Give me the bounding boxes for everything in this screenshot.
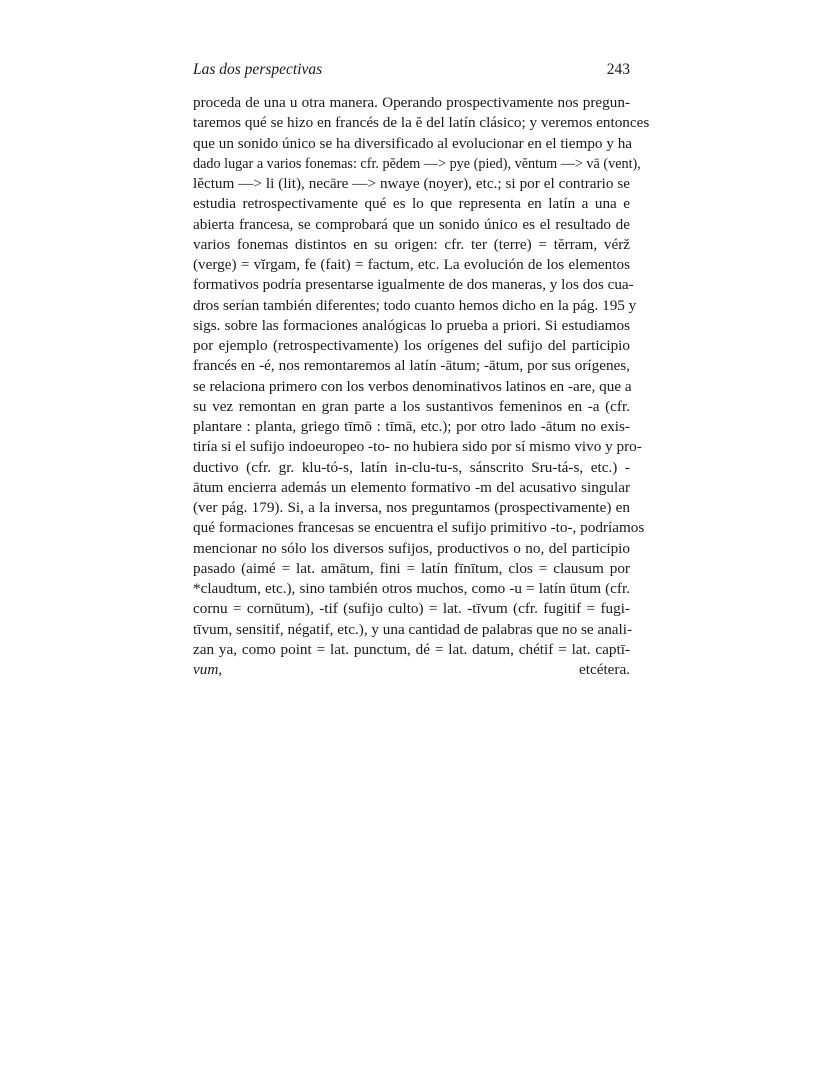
page-number: 243 [606,61,630,78]
text-line: (verge) = vĭrgam, fe (fait) = factum, etc. La evolución de los elementos [193,256,630,273]
text-line: pasado (aimé = lat. amātum, fini = latín fīnītum, clos = clausum por [193,559,630,577]
final-etcetera: etcétera. [579,661,630,678]
text-line: dado lugar a varios fonemas: cfr. pĕdem —> pye (pied), vĕntum —> vā (vent), [193,155,641,172]
text-line: ātum encierra además un elemento formativo -m del acusativo singular [193,478,630,496]
book-page [193,60,650,680]
text-line: ductivo (cfr. gr. klu-tó-s, latín in-clu-tu-s, sánscrito Sru-tá-s, etc.) - [193,458,630,476]
text-line: proceda de una u otra manera. Operando prospectivamente nos pregun- [193,94,630,111]
text-line: formativos podría presentarse igualmente de dos maneras, y los dos cua- [193,276,634,294]
body-paragraph [193,93,650,680]
final-word: vum, [193,661,223,678]
running-header [193,60,630,80]
text-line: qué formaciones francesas se encuentra el sufijo primitivo -to-, podríamos [193,519,645,537]
text-line: se relaciona primero con los verbos denominativos latinos en -are, que a [193,377,632,395]
text-line: plantare : planta, griego tīmō : tīmā, etc.); por otro lado -ātum no exis- [193,418,630,435]
text-line: taremos qué se hizo en francés de la ĕ del latín clásico; y veremos entonces [193,114,650,132]
text-line: mencionar no sólo los diversos sufijos, productivos o no, del participio [193,539,630,557]
text-line: abierta francesa, se comprobará que un sonido único es el resultado de [193,215,630,233]
text-line: estudia retrospectivamente qué es lo que representa en latín a una e [193,195,630,213]
text-line: varios fonemas distintos en su origen: cfr. ter (terre) = tĕrram, vérž [193,235,630,253]
text-line: tīvum, sensitif, négatif, etc.), y una cantidad de palabras que no se anali- [193,620,633,638]
text-line: sigs. sobre las formaciones analógicas lo prueba a priori. Si estudiamos [193,316,630,334]
text-line: *claudtum, etc.), sino también otros muchos, como -u = latín ūtum (cfr. [193,580,630,597]
text-line: (ver pág. 179). Si, a la inversa, nos preguntamos (prospectivamente) en [193,499,630,516]
text-line: por ejemplo (retrospectivamente) los orígenes del sufijo del participio [193,337,630,354]
text-line: cornu = cornūtum), -tif (sufijo culto) = lat. -tīvum (cfr. fugitif = fugi- [193,600,630,618]
text-line: que un sonido único se ha diversificado al evolucionar en el tiempo y ha [193,134,633,152]
text-line: tiría si el sufijo indoeuropeo -to- no hubiera sido por sí mismo vivo y pro- [193,438,642,456]
text-line: su vez remontan en gran parte a los sustantivos femeninos en -a (cfr. [193,397,630,415]
text-line: lĕctum —> li (lit), necāre —> nwaye (noyer), etc.; si por el contrario se [193,175,630,192]
text-line: francés en -é, nos remontaremos al latín -ātum; -ātum, por sus orígenes, [193,357,630,375]
text-line: zan ya, como point = lat. punctum, dé = lat. datum, chétif = lat. captī- [193,640,630,658]
text-line: dros serían también diferentes; todo cuanto hemos dicho en la pág. 195 y [193,296,637,314]
running-title: Las dos perspectivas [193,61,323,78]
text-line-final [193,660,630,680]
